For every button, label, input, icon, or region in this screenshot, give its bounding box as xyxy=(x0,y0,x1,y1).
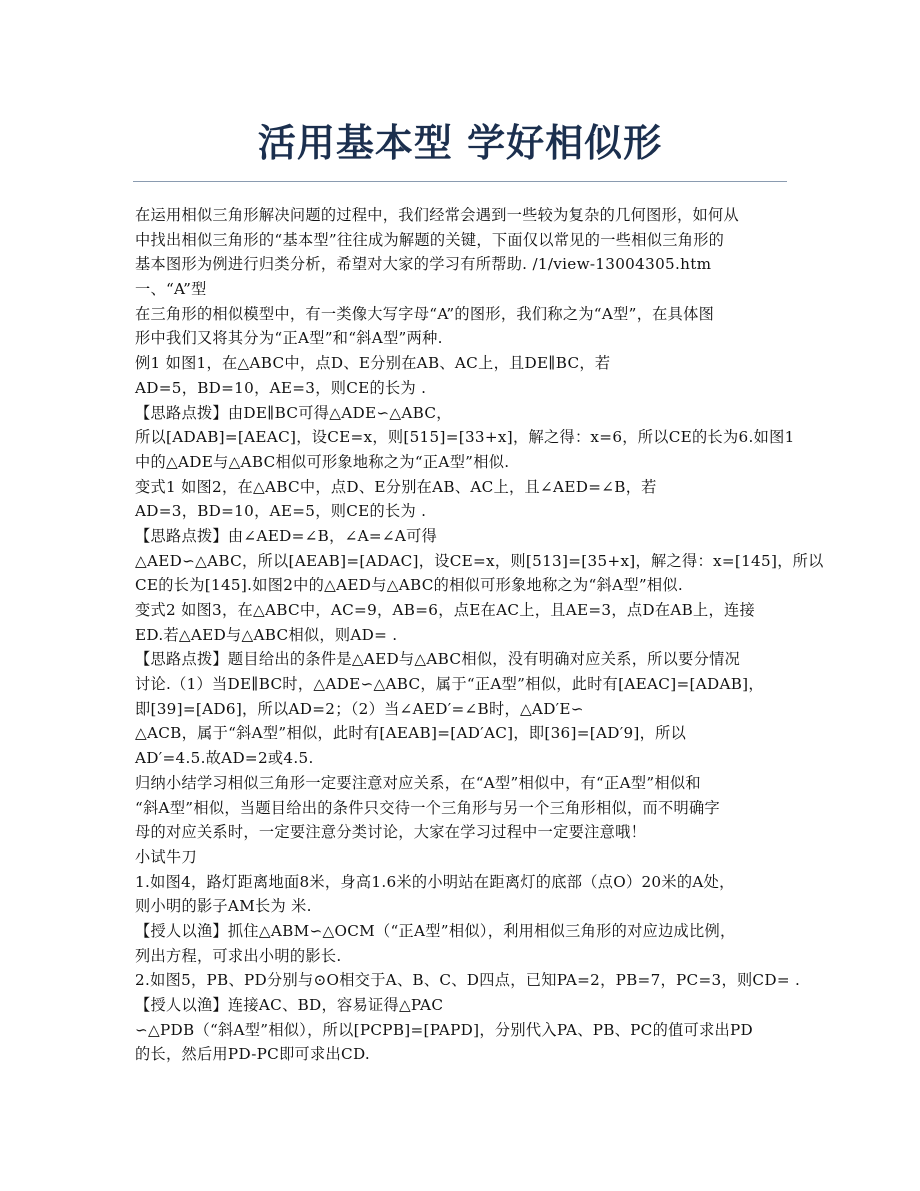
paragraph-line: 基本图形为例进行归类分析，希望对大家的学习有所帮助. /1/view-13004305.htm xyxy=(135,255,712,274)
paragraph-line: 形中我们又将其分为“正A型”和“斜A型”两种. xyxy=(135,329,443,348)
paragraph-line: CE的长为[145].如图2中的△AED与△ABC的相似可形象地称之为“斜A型”相似. xyxy=(135,576,684,595)
paragraph-line: 2.如图5，PB、PD分别与⊙O相交于A、B、C、D四点，已知PA=2，PB=7，PC=3，则CD= . xyxy=(135,971,801,990)
paragraph-line: 即[39]=[AD6]，所以AD=2；（2）当∠AED′=∠B时，△AD′E∽ xyxy=(135,699,584,718)
paragraph-line: 【思路点拨】题目给出的条件是△AED与△ABC相似，没有明确对应关系，所以要分情况 xyxy=(135,650,741,669)
paragraph-line: 讨论.（1）当DE∥BC时，△ADE∽△ABC，属于“正A型”相似，此时有[AEAC]=[ADAB]， xyxy=(135,675,764,694)
paragraph-line: 在三角形的相似模型中，有一类像大写字母“A”的图形，我们称之为“A型”，在具体图 xyxy=(135,304,715,323)
paragraph-line: AD=5，BD=10，AE=3，则CE的长为 . xyxy=(135,378,427,397)
paragraph-line: 例1 如图1，在△ABC中，点D、E分别在AB、AC上，且DE∥BC，若 xyxy=(135,354,611,373)
paragraph-line: 【授人以渔】连接AC、BD，容易证得△PAC xyxy=(135,996,444,1014)
paragraph-line: 小试牛刀 xyxy=(135,847,197,866)
page-title: 活用基本型 学好相似形 xyxy=(257,121,663,165)
paragraph-line: 归纳小结学习相似三角形一定要注意对应关系，在“A型”相似中，有“正A型”相似和 xyxy=(135,773,701,792)
paragraph-line: 变式2 如图3，在△ABC中，AC=9，AB=6，点E在AC上，且AE=3，点D在AB上，连接 xyxy=(135,601,756,619)
paragraph-line: 中找出相似三角形的“基本型”往往成为解题的关键，下面仅以常见的一些相似三角形的 xyxy=(135,230,725,249)
paragraph-line: 【思路点拨】由DE∥BC可得△ADE∽△ABC， xyxy=(135,403,452,422)
paragraph-line: “斜A型”相似，当题目给出的条件只交待一个三角形与另一个三角形相似，而不明确字 xyxy=(135,798,720,817)
paragraph-line: 中的△ADE与△ABC相似可形象地称之为“正A型”相似. xyxy=(135,452,510,471)
title-divider xyxy=(133,181,787,182)
paragraph-line: 一、“A”型 xyxy=(135,280,207,299)
paragraph-line: 的长，然后用PD-PC即可求出CD. xyxy=(135,1045,371,1064)
paragraph-line: △ACB，属于“斜A型”相似，此时有[AEAB]=[AD′AC]，即[36]=[AD′9]，所以 xyxy=(135,724,687,743)
document-body xyxy=(135,203,824,1067)
paragraph-line: 列出方程，可求出小明的影长. xyxy=(135,946,342,965)
paragraph-line: ∽△PDB（“斜A型”相似），所以[PCPB]=[PAPD]，分别代入PA、PB、PC的值可求出PD xyxy=(135,1020,754,1039)
paragraph-line: 在运用相似三角形解决问题的过程中，我们经常会遇到一些较为复杂的几何图形，如何从 xyxy=(135,206,740,224)
paragraph-line: 【授人以渔】抓住△ABM∽△OCM（“正A型”相似），利用相似三角形的对应边成比例， xyxy=(135,921,736,940)
paragraph-line: △AED∽△ABC，所以[AEAB]=[ADAC]，设CE=x，则[513]=[35+x]，解之得：x=[145]，所以 xyxy=(135,551,824,570)
paragraph-line: AD=3，BD=10，AE=5，则CE的长为 . xyxy=(135,502,427,521)
paragraph-line: 1.如图4，路灯距离地面8米，身高1.6米的小明站在距离灯的底部（点O）20米的A处， xyxy=(135,872,735,891)
paragraph-line: 母的对应关系时，一定要注意分类讨论，大家在学习过程中一定要注意哦！ xyxy=(135,823,647,842)
paragraph-line: 所以[ADAB]=[AEAC]，设CE=x，则[515]=[33+x]，解之得：x=6，所以CE的长为6.如图1 xyxy=(135,428,795,447)
paragraph-line: 【思路点拨】由∠AED=∠B，∠A=∠A可得 xyxy=(135,526,438,545)
paragraph-line: AD′=4.5.故AD=2或4.5. xyxy=(135,749,314,768)
paragraph-line: ED.若△AED与△ABC相似，则AD= . xyxy=(135,625,398,644)
paragraph-line: 则小明的影子AM长为 米. xyxy=(135,897,312,916)
paragraph-line: 变式1 如图2，在△ABC中，点D、E分别在AB、AC上，且∠AED=∠B，若 xyxy=(135,477,657,496)
